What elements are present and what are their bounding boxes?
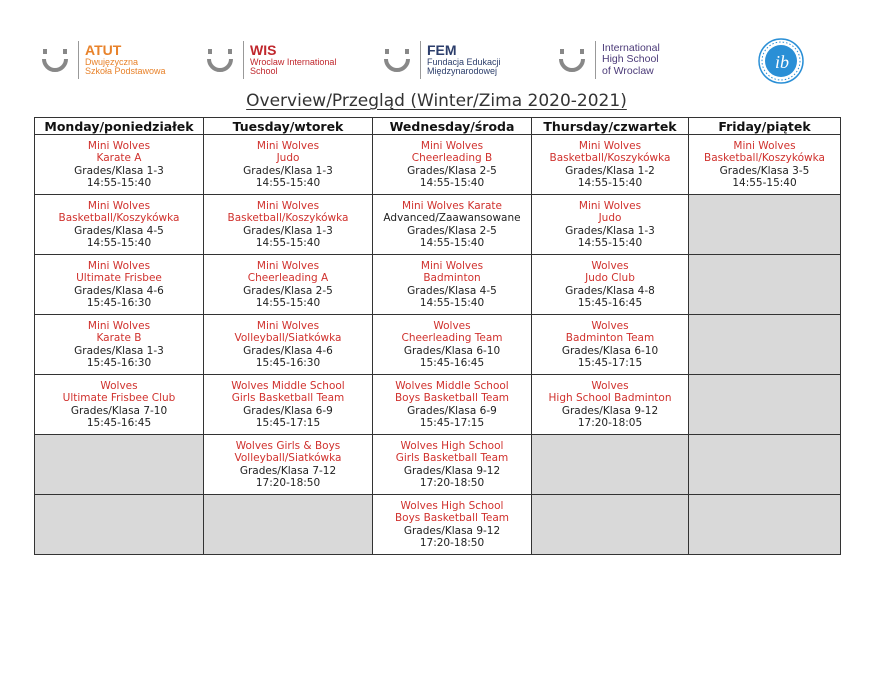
activity-grades: Grades/Klasa 1-3 — [243, 164, 333, 177]
activity-name: Mini Wolves — [578, 200, 642, 213]
activity-cell — [204, 315, 373, 375]
activity-cell — [35, 195, 204, 255]
header-tuesday: Tuesday/wtorek — [204, 118, 373, 135]
activity-grades: Grades/Klasa 1-3 — [565, 224, 655, 237]
activity-time: 14:55-15:40 — [255, 296, 321, 309]
ihs-line-2: High School — [602, 53, 659, 66]
fem-logo — [382, 38, 501, 82]
activity-cell — [532, 375, 689, 435]
activity-grades: Grades/Klasa 6-9 — [243, 404, 333, 417]
activity-cell — [35, 375, 204, 435]
activity-grades: Grades/Klasa 6-9 — [407, 404, 497, 417]
activity-name: Mini Wolves — [87, 200, 151, 213]
activity-name: Mini Wolves — [256, 140, 320, 153]
empty-cell — [532, 495, 689, 555]
activity-name: Badminton Team — [565, 332, 655, 345]
activity-name: Cheerleading B — [411, 152, 493, 165]
table-row — [35, 375, 841, 435]
fem-line-2: Międzynarodowej — [427, 66, 498, 77]
activity-grades: Grades/Klasa 2-5 — [407, 164, 497, 177]
activity-grades: Grades/Klasa 9-12 — [403, 524, 501, 537]
activity-grades: Grades/Klasa 9-12 — [561, 404, 659, 417]
activity-grades: Grades/Klasa 1-3 — [243, 224, 333, 237]
atut-line-1: Dwujęzyczna — [85, 56, 139, 67]
atut-logo — [40, 38, 166, 82]
empty-cell — [689, 435, 841, 495]
empty-cell — [204, 495, 373, 555]
activity-cell — [532, 315, 689, 375]
activity-cell — [373, 435, 532, 495]
activity-name: High School Badminton — [548, 392, 672, 405]
activity-name: Karate B — [96, 332, 142, 345]
activity-cell — [204, 135, 373, 195]
activity-cell — [373, 135, 532, 195]
empty-cell — [532, 435, 689, 495]
activity-time: 15:45-16:45 — [419, 356, 485, 369]
activity-grades: Grades/Klasa 6-10 — [403, 344, 501, 357]
activity-time: 14:55-15:40 — [86, 176, 152, 189]
activity-name: Wolves Middle School — [231, 380, 345, 393]
activity-name: Wolves — [433, 320, 471, 333]
activity-name: Wolves — [591, 260, 629, 273]
activity-name: Wolves Middle School — [395, 380, 509, 393]
wis-name: WIS — [250, 42, 277, 59]
activity-name: Wolves — [100, 380, 138, 393]
wis-logo — [205, 38, 336, 82]
activity-time: 17:20-18:50 — [419, 536, 485, 549]
ihs-logo — [557, 38, 660, 82]
activity-grades: Grades/Klasa 4-6 — [243, 344, 333, 357]
activity-name: Basketball/Koszykówka — [227, 212, 349, 225]
activity-name: Mini Wolves Karate — [402, 200, 502, 213]
ib-logo-icon — [758, 38, 804, 84]
activity-time: 17:20-18:05 — [577, 416, 643, 429]
activity-cell — [373, 315, 532, 375]
activity-cell — [204, 255, 373, 315]
activity-time: 15:45-17:15 — [419, 416, 485, 429]
activity-name: Basketball/Koszykówka — [549, 152, 671, 165]
activity-time: 15:45-16:30 — [255, 356, 321, 369]
activity-name: Volleyball/Siatkówka — [234, 452, 342, 465]
activity-time: 15:45-16:45 — [86, 416, 152, 429]
activity-grades: Grades/Klasa 4-5 — [407, 284, 497, 297]
activity-name: Volleyball/Siatkówka — [234, 332, 342, 345]
wis-line-1: Wroclaw International — [250, 56, 337, 67]
activity-time: 14:55-15:40 — [419, 236, 485, 249]
activity-name: Mini Wolves — [578, 140, 642, 153]
activity-cell — [35, 255, 204, 315]
activity-cell — [373, 375, 532, 435]
activity-name: Mini Wolves — [256, 200, 320, 213]
activity-name: Judo Club — [585, 272, 635, 285]
empty-cell — [689, 315, 841, 375]
activity-name: Mini Wolves — [87, 140, 151, 153]
activity-name: Mini Wolves — [733, 140, 796, 153]
fem-name: FEM — [427, 42, 457, 59]
activity-time: 14:55-15:40 — [732, 176, 797, 189]
activity-grades: Grades/Klasa 7-12 — [239, 464, 337, 477]
activity-cell — [204, 435, 373, 495]
header-monday: Monday/poniedziałek — [35, 118, 204, 135]
table-row — [35, 195, 841, 255]
activity-name: Cheerleading Team — [401, 332, 503, 345]
activity-name: Mini Wolves — [420, 140, 484, 153]
activity-grades: Grades/Klasa 4-8 — [565, 284, 655, 297]
empty-cell — [689, 375, 841, 435]
activity-name: Mini Wolves — [87, 260, 151, 273]
activity-name: Wolves — [591, 380, 629, 393]
empty-cell — [35, 435, 204, 495]
activity-time: 14:55-15:40 — [419, 296, 485, 309]
activity-grades: Grades/Klasa 6-10 — [561, 344, 659, 357]
table-row — [35, 255, 841, 315]
activity-grades: Grades/Klasa 2-5 — [243, 284, 333, 297]
activity-grades: Grades/Klasa 2-5 — [407, 224, 497, 237]
activity-name: Girls Basketball Team — [395, 452, 509, 465]
fem-line-1: Fundacja Edukacji — [427, 56, 501, 67]
activity-time: 14:55-15:40 — [86, 236, 152, 249]
table-row — [35, 435, 841, 495]
header-row — [35, 118, 841, 135]
svg-text:i: i — [775, 52, 781, 72]
ihs-line-3: of Wroclaw — [602, 64, 654, 77]
activity-cell — [373, 195, 532, 255]
u-mark-icon — [40, 45, 70, 75]
activity-name: Mini Wolves — [87, 320, 151, 333]
activity-name: Mini Wolves — [256, 260, 320, 273]
table-row — [35, 315, 841, 375]
activity-time: 14:55-15:40 — [255, 176, 321, 189]
activity-name: Wolves High School — [400, 440, 504, 453]
empty-cell — [689, 495, 841, 555]
activity-name: Judo — [598, 212, 622, 225]
activity-grades: Grades/Klasa 3-5 — [719, 164, 810, 177]
activity-time: 14:55-15:40 — [577, 176, 643, 189]
activity-name: Karate A — [96, 152, 142, 165]
activity-time: 15:45-16:30 — [86, 356, 152, 369]
activity-grades: Grades/Klasa 1-2 — [565, 164, 655, 177]
atut-name: ATUT — [85, 42, 122, 59]
activity-grades: Grades/Klasa 1-3 — [74, 164, 164, 177]
u-mark-icon — [205, 45, 235, 75]
activity-name: Ultimate Frisbee Club — [62, 392, 176, 405]
activity-grades: Grades/Klasa 7-10 — [70, 404, 168, 417]
activity-cell — [532, 255, 689, 315]
activity-cell — [689, 135, 841, 195]
empty-cell — [689, 255, 841, 315]
activity-grades: Grades/Klasa 1-3 — [74, 344, 164, 357]
u-mark-icon — [557, 45, 587, 75]
activity-name: Basketball/Koszykówka — [704, 152, 825, 165]
activity-cell — [204, 195, 373, 255]
activity-cell — [204, 375, 373, 435]
ihs-line-1: International — [602, 42, 660, 55]
activity-time: 17:20-18:50 — [255, 476, 321, 489]
activity-name: Boys Basketball Team — [394, 392, 510, 405]
logo-bar — [0, 38, 873, 86]
activity-grades: Grades/Klasa 4-5 — [74, 224, 164, 237]
activity-name: Wolves High School — [400, 500, 504, 513]
table-row — [35, 495, 841, 555]
activity-time: 14:55-15:40 — [255, 236, 321, 249]
activity-time: 14:55-15:40 — [419, 176, 485, 189]
atut-line-2: Szkoła Podstawowa — [85, 66, 166, 77]
svg-text:b: b — [780, 52, 789, 72]
activity-name: Mini Wolves — [256, 320, 320, 333]
table-row — [35, 135, 841, 195]
activity-cell — [373, 495, 532, 555]
activity-name: Wolves Girls & Boys — [235, 440, 341, 453]
activity-cell — [532, 135, 689, 195]
header-friday: Friday/piątek — [689, 118, 841, 135]
activity-time: 15:45-17:15 — [255, 416, 321, 429]
activity-level: Advanced/Zaawansowane — [383, 212, 521, 225]
activity-cell — [373, 255, 532, 315]
activity-grades: Grades/Klasa 4-6 — [74, 284, 164, 297]
page-title: Overview/Przegląd (Winter/Zima 2020-2021) — [246, 91, 627, 111]
activity-name: Mini Wolves — [420, 260, 484, 273]
activity-time: 17:20-18:50 — [419, 476, 485, 489]
activity-name: Boys Basketball Team — [394, 512, 510, 525]
activity-name: Judo — [276, 152, 300, 165]
schedule-table — [34, 117, 841, 555]
activity-name: Ultimate Frisbee — [76, 272, 162, 285]
activity-cell — [532, 195, 689, 255]
u-mark-icon — [382, 45, 412, 75]
activity-cell — [35, 315, 204, 375]
empty-cell — [689, 195, 841, 255]
empty-cell — [35, 495, 204, 555]
wis-line-2: School — [250, 66, 278, 77]
activity-name: Cheerleading A — [247, 272, 329, 285]
activity-time: 15:45-17:15 — [577, 356, 643, 369]
activity-cell — [35, 135, 204, 195]
activity-time: 15:45-16:45 — [577, 296, 643, 309]
activity-name: Girls Basketball Team — [231, 392, 345, 405]
activity-name: Wolves — [591, 320, 629, 333]
header-wednesday: Wednesday/środa — [373, 118, 532, 135]
activity-time: 14:55-15:40 — [577, 236, 643, 249]
activity-name: Basketball/Koszykówka — [58, 212, 180, 225]
activity-name: Badminton — [423, 272, 481, 285]
header-thursday: Thursday/czwartek — [532, 118, 689, 135]
activity-time: 15:45-16:30 — [86, 296, 152, 309]
activity-grades: Grades/Klasa 9-12 — [403, 464, 501, 477]
